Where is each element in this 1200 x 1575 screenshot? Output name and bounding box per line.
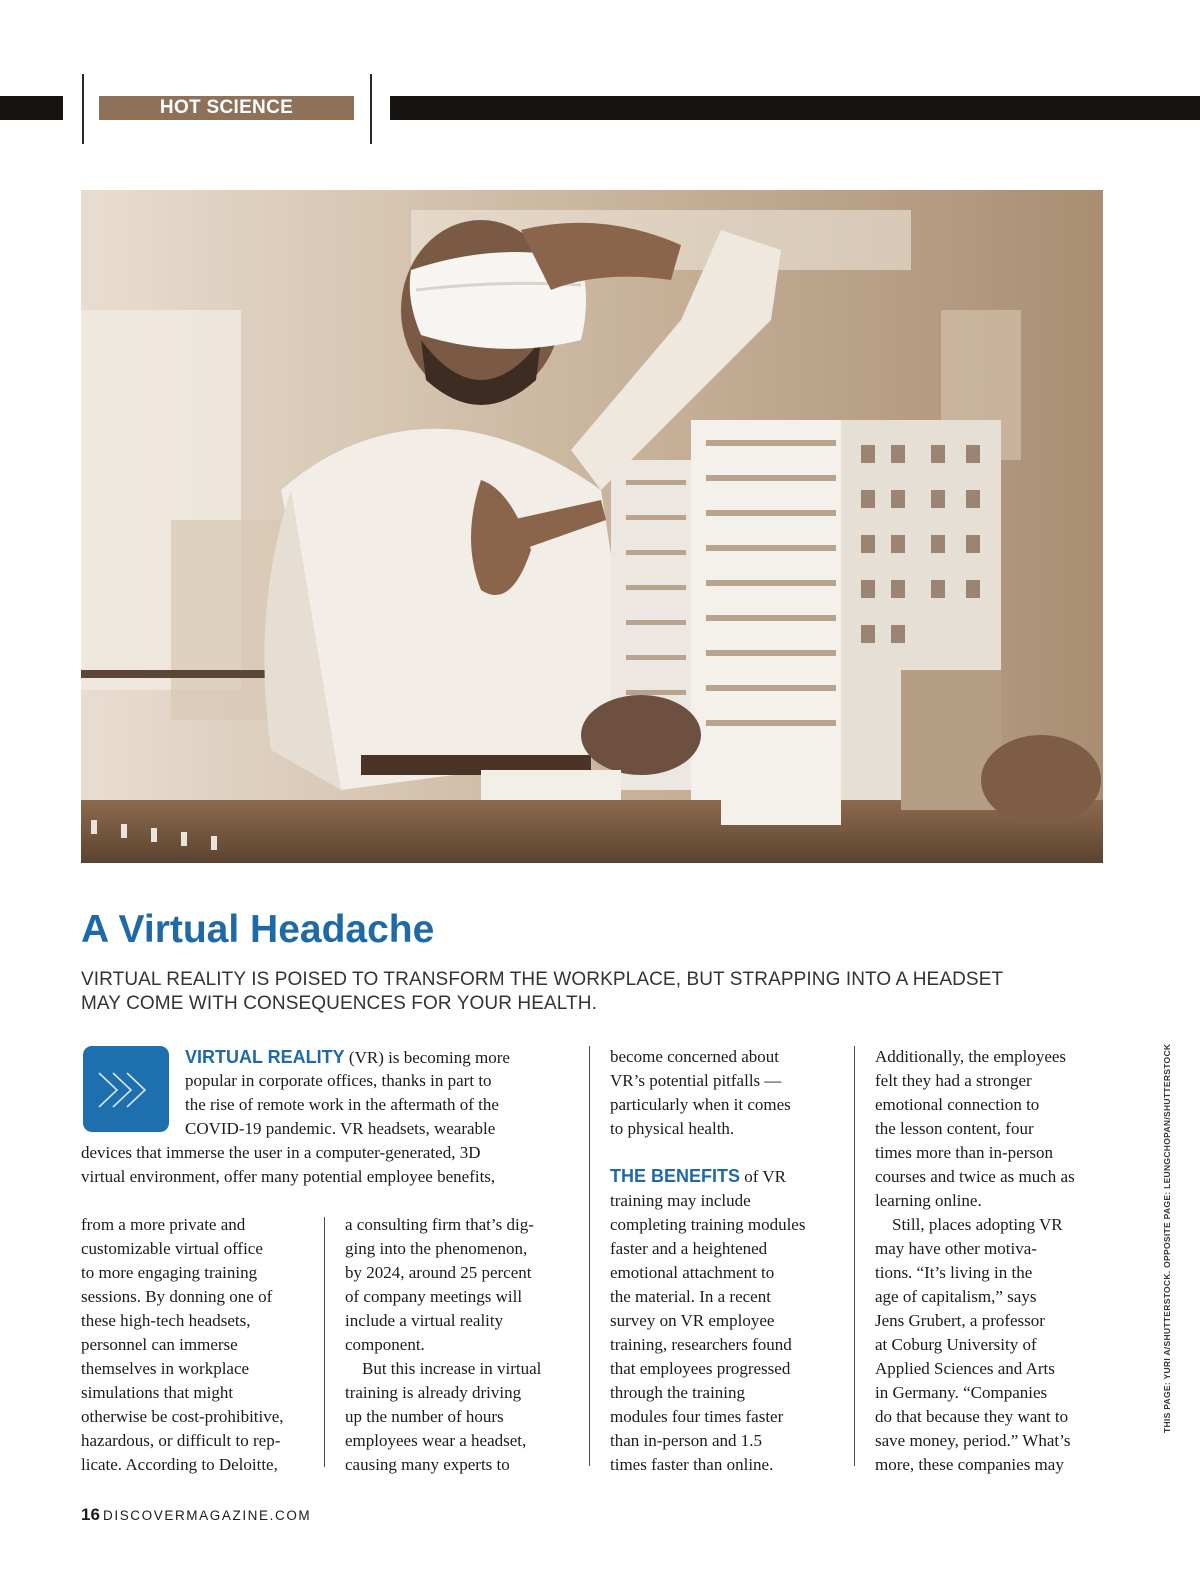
body-line: otherwise be cost-prohibitive, [81, 1407, 284, 1426]
body-line: licate. According to Deloitte, [81, 1455, 278, 1474]
body-line: sessions. By donning one of [81, 1287, 273, 1306]
body-line: component. [345, 1335, 425, 1354]
body-line: Applied Sciences and Arts [875, 1359, 1055, 1378]
body-line: through the training [610, 1383, 746, 1402]
benefits-section [610, 1164, 805, 1477]
body-line: times more than in-person [875, 1143, 1053, 1162]
body-line: tions. “It’s living in the [875, 1263, 1033, 1282]
body-line: training may include [610, 1191, 751, 1210]
column-4 [875, 1045, 1075, 1477]
column-3 [610, 1045, 791, 1141]
body-line: do that because they want to [875, 1407, 1069, 1426]
body-line: that employees progressed [610, 1359, 791, 1378]
site-url: DISCOVERMAGAZINE.COM [103, 1508, 312, 1523]
body-line: personnel can immerse [81, 1335, 238, 1354]
body-line: causing many experts to [345, 1455, 510, 1474]
body-line: survey on VR employee [610, 1311, 775, 1330]
body-line: of company meetings will [345, 1287, 523, 1306]
body-line: But this increase in virtual [345, 1359, 542, 1378]
body-line: at Coburg University of [875, 1335, 1037, 1354]
body-line: include a virtual reality [345, 1311, 504, 1330]
body-line: to more engaging training [81, 1263, 258, 1282]
header-divider-left [82, 74, 84, 144]
deck-line: VIRTUAL REALITY IS POISED TO TRANSFORM THE WORKPLACE, BUT STRAPPING INTO A HEADSET [81, 969, 1004, 990]
body-line: VR’s potential pitfalls — [610, 1071, 782, 1090]
body-line: faster and a heightened [610, 1239, 768, 1258]
body-line: a consulting firm that’s dig- [345, 1215, 534, 1234]
body-line: Additionally, the employees [875, 1047, 1067, 1066]
body-line: in Germany. “Companies [875, 1383, 1048, 1402]
column-2 [345, 1213, 541, 1477]
body-line: themselves in workplace [81, 1359, 250, 1378]
section-label: HOT SCIENCE [99, 96, 354, 120]
body-line: age of capitalism,” says [875, 1287, 1037, 1306]
deck-line: MAY COME WITH CONSEQUENCES FOR YOUR HEALTH. [81, 993, 597, 1014]
article-title: A Virtual Headache [81, 908, 435, 951]
body-line: these high-tech headsets, [81, 1311, 251, 1330]
column-divider [589, 1046, 590, 1466]
body-line: Jens Grubert, a professor [875, 1311, 1045, 1330]
intro-line: the rise of remote work in the aftermath of the [185, 1095, 499, 1114]
column-divider [854, 1046, 855, 1466]
benefits-first-line [610, 1164, 805, 1189]
body-line: employees wear a headset, [345, 1431, 527, 1450]
body-line: times faster than online. [610, 1455, 774, 1474]
body-line: become concerned about [610, 1047, 779, 1066]
body-line: modules four times faster [610, 1407, 784, 1426]
hero-photo [81, 190, 1103, 863]
intro-line: virtual environment, offer many potential employee benefits, [81, 1167, 496, 1186]
body-line: simulations that might [81, 1383, 234, 1402]
body-line: than in-person and 1.5 [610, 1431, 763, 1450]
intro-lead: VIRTUAL REALITY [185, 1047, 345, 1067]
photo-credit: THIS PAGE: YURI A/SHUTTERSTOCK. OPPOSITE PAGE: LEUNGCHOPAN/SHUTTERSTOCK [1162, 1043, 1172, 1433]
body-line: completing training modules [610, 1215, 806, 1234]
body-line: learning online. [875, 1191, 982, 1210]
body-line: up the number of hours [345, 1407, 504, 1426]
body-line: from a more private and [81, 1215, 246, 1234]
column-1 [81, 1213, 284, 1477]
body-line: courses and twice as much as [875, 1167, 1075, 1186]
header-bar-left [0, 96, 63, 120]
body-line: training, researchers found [610, 1335, 792, 1354]
body-line: felt they had a stronger [875, 1071, 1032, 1090]
body-line: the material. In a recent [610, 1287, 771, 1306]
body-line: ging into the phenomenon, [345, 1239, 528, 1258]
body-line: particularly when it comes [610, 1095, 791, 1114]
page-number: 16 [81, 1505, 100, 1524]
column-divider [324, 1217, 325, 1467]
header-divider-right [370, 74, 372, 144]
header-bar-right [390, 96, 1200, 120]
body-line: emotional connection to [875, 1095, 1040, 1114]
intro-line: COVID-19 pandemic. VR headsets, wearable [185, 1119, 496, 1138]
intro-line: devices that immerse the user in a computer-generated, 3D [81, 1143, 481, 1162]
body-line: hazardous, or difficult to rep- [81, 1431, 281, 1450]
body-line: may have other motiva- [875, 1239, 1037, 1258]
body-line: customizable virtual office [81, 1239, 263, 1258]
body-line: Still, places adopting VR [875, 1215, 1063, 1234]
body-line: by 2024, around 25 percent [345, 1263, 532, 1282]
intro-first-line-rest: (VR) is becoming more [344, 1048, 510, 1067]
body-line: to physical health. [610, 1119, 735, 1138]
intro-first-line [185, 1045, 510, 1070]
body-line: the lesson content, four [875, 1119, 1034, 1138]
body-line: emotional attachment to [610, 1263, 775, 1282]
chevrons-right-icon [83, 1046, 169, 1132]
benefits-lead: THE BENEFITS [610, 1166, 741, 1186]
body-line: more, these companies may [875, 1455, 1064, 1474]
benefits-first-line-rest: of VR [740, 1167, 786, 1186]
body-line: training is already driving [345, 1383, 522, 1402]
body-line: save money, period.” What’s [875, 1431, 1071, 1450]
article-deck [81, 968, 1081, 1016]
intro-line: popular in corporate offices, thanks in part to [185, 1071, 492, 1090]
